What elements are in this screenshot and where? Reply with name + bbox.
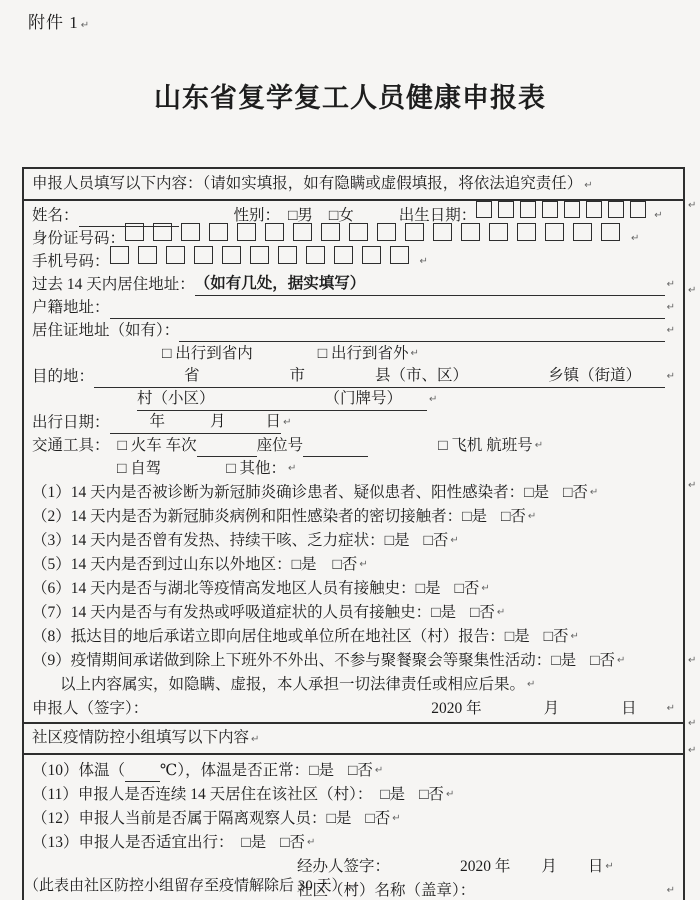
gender-male-checkbox[interactable]: □男 (288, 207, 313, 224)
digit-box[interactable] (334, 246, 353, 264)
paragraph-mark-icon: ↵ (688, 285, 697, 296)
door-number-label: （门牌号） (324, 390, 403, 407)
temperature-row (32, 758, 675, 782)
question-text: （7）14 天内是否与有发热或呼吸道症状的人员有接触史： (32, 604, 432, 621)
transport-self-drive-checkbox[interactable]: □ 自驾 (117, 460, 162, 477)
digit-box[interactable] (278, 246, 297, 264)
dest-city-label: 市 (289, 367, 306, 384)
scope-in-province-checkbox[interactable]: □ 出行到省内 (162, 345, 253, 362)
question-row (32, 600, 675, 624)
digit-box[interactable] (476, 201, 492, 218)
declaration-row (32, 672, 675, 696)
digit-box[interactable] (181, 223, 200, 241)
transport-train-checkbox[interactable]: □ 火车 车次 (117, 437, 197, 454)
gender-female-checkbox[interactable]: □女 (328, 207, 354, 224)
paragraph-mark-icon: ↵ (688, 480, 697, 491)
q7-yes-checkbox[interactable]: □是 (431, 604, 457, 621)
q1-yes-checkbox[interactable]: □是 (524, 484, 550, 501)
digit-box[interactable] (125, 223, 144, 241)
village-row (32, 388, 675, 411)
phone-number-digit-boxes[interactable] (110, 246, 418, 271)
household-address-row (32, 296, 675, 319)
q3-yes-checkbox[interactable]: □是 (384, 532, 410, 549)
digit-box[interactable] (405, 223, 424, 241)
village-label: 村（小区） (137, 390, 215, 407)
paragraph-mark-icon: ↵ (688, 200, 697, 211)
travel-scope-row (32, 342, 675, 365)
q3-no-checkbox[interactable]: □否 (423, 532, 449, 549)
household-address-label: 户籍地址： (32, 299, 110, 316)
residence-permit-input-line[interactable] (179, 324, 664, 342)
q8-yes-checkbox[interactable]: □是 (504, 628, 530, 645)
q10-yes-checkbox[interactable]: □是 (309, 762, 334, 779)
paragraph-mark-icon: ↵ (688, 745, 697, 756)
destination-row (32, 365, 675, 388)
q9-no-checkbox[interactable]: □否 (590, 652, 616, 669)
q2-yes-checkbox[interactable]: □是 (462, 508, 488, 525)
section2-header: 社区疫情防控小组填写以下内容 ↵ (24, 722, 683, 755)
question-row (32, 624, 675, 648)
question-row (32, 830, 675, 854)
question-text: （8）抵达目的地后承诺立即向居住地或单位所在地社区（村）报告： (32, 628, 505, 645)
destination-label: 目的地： (32, 368, 95, 385)
attachment-label: 附件 1 ↵ (28, 8, 90, 33)
date-month-label: 月 (210, 413, 226, 430)
question-text: （11）申报人是否连续 14 天居住在该社区（村）： (32, 786, 381, 803)
paragraph-mark-icon: ↵ (688, 655, 697, 666)
addr14-input-line[interactable] (365, 278, 664, 296)
digit-box[interactable] (237, 223, 256, 241)
declaration-text: 以上内容属实，如隐瞒、虚报，本人承担一切法律责任或相应后果。 (60, 676, 526, 693)
question-row (32, 480, 675, 504)
name-label: 姓名： (32, 207, 79, 224)
question-text: （5）14 天内是否到过山东以外地区： (32, 556, 292, 573)
q10-no-checkbox[interactable]: □否 (347, 762, 373, 779)
addr14-hint: （如有几处，据实填写） (195, 273, 366, 296)
digit-box[interactable] (362, 246, 381, 264)
question-text: （9）疫情期间承诺做到除上下班外不外出、不参与聚餐聚会等聚集性活动： (32, 652, 552, 669)
birth-date-digit-boxes[interactable] (476, 201, 652, 225)
digit-box[interactable] (433, 223, 452, 241)
question-text: （6）14 天内是否与湖北等疫情高发地区人员有接触史： (32, 580, 416, 597)
q2-no-checkbox[interactable]: □否 (501, 508, 526, 525)
phone-number-row (32, 250, 675, 273)
question-row (32, 504, 675, 528)
digit-box[interactable] (306, 246, 325, 264)
q13-no-checkbox[interactable]: □否 (280, 834, 306, 851)
seat-number-input-line[interactable] (303, 439, 368, 457)
question-row (32, 576, 675, 600)
date-day-label: 日 (265, 413, 282, 430)
addr14-label: 过去 14 天内居住地址： (32, 276, 195, 293)
travel-date-label: 出行日期： (32, 414, 110, 431)
digit-box[interactable] (586, 201, 602, 218)
page-title: 山东省复学复工人员健康申报表 (154, 83, 546, 113)
digit-box[interactable] (166, 246, 185, 264)
digit-box[interactable] (630, 201, 646, 218)
dest-province-label: 省 (184, 367, 200, 384)
footer-note: （此表由社区防控小组留存至疫情解除后 30 天） ↵ (24, 874, 357, 895)
seat-number-label: 座位号 (256, 437, 304, 454)
transport-plane-checkbox[interactable]: □ 飞机 航班号 (438, 437, 533, 454)
signer-row (32, 696, 675, 720)
signer-label: 申报人（签字）： (32, 700, 149, 717)
digit-box[interactable] (573, 223, 592, 241)
date-year-label: 年 (149, 413, 166, 430)
travel-date-input-line[interactable] (110, 411, 282, 434)
digit-box[interactable] (222, 246, 241, 264)
health-declaration-form (22, 167, 685, 900)
q6-no-checkbox[interactable]: □否 (454, 580, 480, 597)
transport-row-2 (32, 457, 675, 480)
digit-box[interactable] (265, 223, 284, 241)
handler-signature-label: 经办人签字： (297, 858, 391, 875)
village-input-line[interactable] (137, 388, 427, 411)
question-row (32, 552, 675, 576)
question-row (32, 806, 675, 830)
digit-box[interactable] (209, 223, 228, 241)
digit-box[interactable] (110, 246, 129, 264)
id-number-label: 身份证号码： (32, 230, 126, 247)
temperature-label-pre: （10）体温（ (32, 762, 126, 779)
digit-box[interactable] (293, 223, 312, 241)
digit-box[interactable] (321, 223, 340, 241)
q7-no-checkbox[interactable]: □否 (470, 604, 495, 621)
digit-box[interactable] (138, 246, 157, 264)
digit-box[interactable] (250, 246, 269, 264)
digit-box[interactable] (608, 201, 624, 218)
digit-box[interactable] (153, 223, 172, 241)
question-text: （13）申报人是否适宜出行： (32, 834, 242, 851)
q12-yes-checkbox[interactable]: □是 (326, 810, 352, 827)
signer-date: 2020 年 月 日 (431, 700, 637, 717)
handler-date: 2020 年 月 日 (460, 858, 604, 875)
dest-county-label: 县（市、区） (375, 367, 469, 384)
digit-box[interactable] (498, 201, 514, 218)
residence-permit-row (32, 319, 675, 342)
q9-yes-checkbox[interactable]: □是 (551, 652, 577, 669)
digit-box[interactable] (489, 223, 508, 241)
community-seal-label: 社区（村）名称（盖章）： (297, 882, 476, 899)
transport-label: 交通工具： (32, 437, 110, 454)
digit-box[interactable] (194, 246, 213, 264)
digit-box[interactable] (564, 201, 580, 218)
phone-number-label: 手机号码： (32, 253, 110, 270)
q11-yes-checkbox[interactable]: □是 (380, 786, 406, 803)
digit-box[interactable] (542, 201, 558, 218)
temperature-label-post: ℃），体温是否正常： (160, 762, 310, 779)
question-text: （1）14 天内是否被诊断为新冠肺炎确诊患者、疑似患者、阳性感染者： (32, 484, 525, 501)
q12-no-checkbox[interactable]: □否 (365, 810, 391, 827)
residence-permit-label: 居住证地址（如有）： (32, 322, 180, 339)
gender-label: 性别： (233, 207, 281, 224)
digit-box[interactable] (601, 223, 620, 241)
dest-town-label: 乡镇（街道） (548, 367, 642, 384)
section1-body (24, 201, 683, 722)
digit-box[interactable] (349, 223, 368, 241)
question-row (32, 782, 675, 806)
q13-yes-checkbox[interactable]: □是 (241, 834, 267, 851)
question-text: （2）14 天内是否为新冠肺炎病例和阳性感染者的密切接触者： (32, 508, 463, 525)
digit-box[interactable] (390, 246, 409, 264)
digit-box[interactable] (517, 223, 536, 241)
q6-yes-checkbox[interactable]: □是 (415, 580, 441, 597)
household-address-input-line[interactable] (110, 301, 665, 319)
digit-box[interactable] (461, 223, 480, 241)
digit-box[interactable] (377, 223, 396, 241)
train-number-input-line[interactable] (197, 439, 257, 457)
travel-date-row (32, 411, 675, 434)
q5-no-checkbox[interactable]: □否 (332, 556, 358, 573)
digit-box[interactable] (520, 201, 536, 218)
question-text: （12）申报人当前是否属于隔离观察人员： (32, 810, 327, 827)
section1-header: 申报人员填写以下内容：（请如实填报，如有隐瞒或虚假填报，将依法追究责任） ↵ (24, 169, 683, 201)
q8-no-checkbox[interactable]: □否 (543, 628, 569, 645)
birth-date-label: 出生日期： (398, 207, 477, 224)
question-text: （3）14 天内是否曾有发热、持续干咳、乏力症状： (32, 532, 385, 549)
digit-box[interactable] (545, 223, 564, 241)
question-row (32, 648, 675, 672)
question-row (32, 528, 675, 552)
paragraph-mark-icon: ↵ (688, 718, 697, 729)
scope-out-province-checkbox[interactable]: □ 出行到省外 (317, 345, 409, 362)
q11-no-checkbox[interactable]: □否 (419, 786, 444, 803)
temperature-input-line[interactable] (125, 764, 160, 782)
q5-yes-checkbox[interactable]: □是 (291, 556, 317, 573)
addr14-row (32, 273, 675, 296)
transport-other-checkbox[interactable]: □ 其他： (226, 460, 286, 477)
q1-no-checkbox[interactable]: □否 (563, 484, 588, 501)
transport-row-1 (32, 434, 675, 457)
id-number-digit-boxes[interactable] (125, 223, 629, 248)
destination-input-line[interactable] (94, 367, 665, 388)
